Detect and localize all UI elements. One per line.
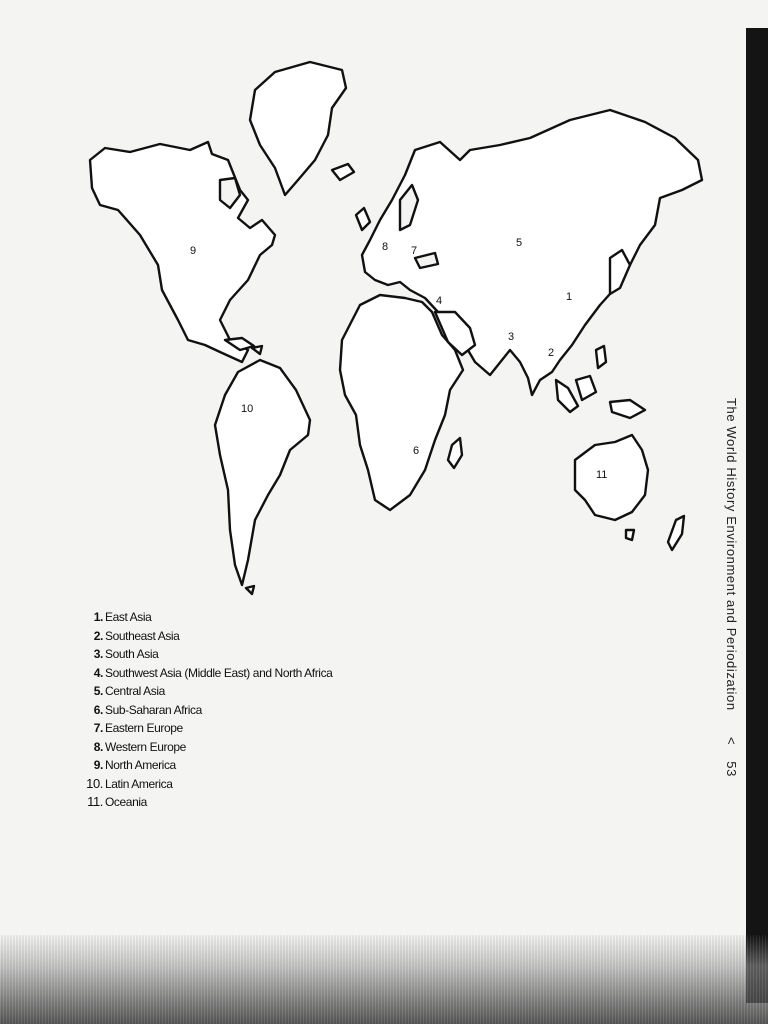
legend-item: 10. Latin America: [86, 775, 173, 791]
region-label-8: 8: [382, 241, 389, 253]
page-number: 53: [724, 761, 739, 777]
legend-item: 3. South Asia: [93, 647, 159, 661]
legend-item: 1. East Asia: [93, 610, 152, 624]
scan-edge-shadow: [746, 28, 768, 1003]
tasmania-outline: [626, 530, 634, 540]
legend-item: 7. Eastern Europe: [93, 721, 183, 735]
region-label-11: 11: [596, 469, 608, 481]
british-isles-outline: [356, 208, 370, 230]
south-america-outline: [215, 360, 310, 585]
arrow-icon: <: [724, 736, 739, 746]
region-label-9: 9: [190, 245, 197, 257]
legend-item: 2. Southeast Asia: [93, 628, 180, 643]
legend-item: 11. Oceania: [87, 794, 147, 809]
southeast-asia-islands-outline: [556, 380, 578, 412]
philippines-outline: [596, 346, 606, 368]
region-label-5: 5: [516, 237, 523, 249]
region-label-6: 6: [413, 445, 420, 457]
region-label-7: 7: [411, 245, 418, 257]
north-america-outline: [90, 142, 275, 362]
legend-item: 9. North America: [93, 758, 176, 772]
region-label-4: 4: [436, 295, 443, 307]
caribbean-islands-outline-2: [252, 346, 262, 354]
falklands-outline: [246, 586, 254, 594]
region-legend: [84, 608, 332, 812]
world-outline-map: [70, 50, 720, 610]
scan-bottom-shadow: [0, 935, 768, 1024]
new-zealand-outline: [668, 516, 684, 550]
legend-item: 5. Central Asia: [93, 684, 165, 698]
running-footer: [724, 398, 739, 777]
greenland-outline: [250, 62, 346, 195]
madagascar-outline: [448, 438, 462, 468]
borneo-outline: [576, 376, 596, 400]
region-label-10: 10: [241, 403, 254, 415]
region-label-3: 3: [508, 331, 515, 343]
region-label-2: 2: [548, 347, 555, 359]
legend-item: 4. Southwest Asia (Middle East) and North Africa: [93, 665, 333, 680]
new-guinea-outline: [610, 400, 645, 418]
iceland-outline: [332, 164, 354, 180]
legend-item: 6. Sub-Saharan Africa: [93, 702, 202, 717]
region-label-1: 1: [566, 291, 573, 303]
running-title: The World History Environment and Periodization: [724, 398, 739, 711]
legend-item: 8. Western Europe: [93, 739, 186, 754]
australia-outline: [575, 435, 648, 520]
